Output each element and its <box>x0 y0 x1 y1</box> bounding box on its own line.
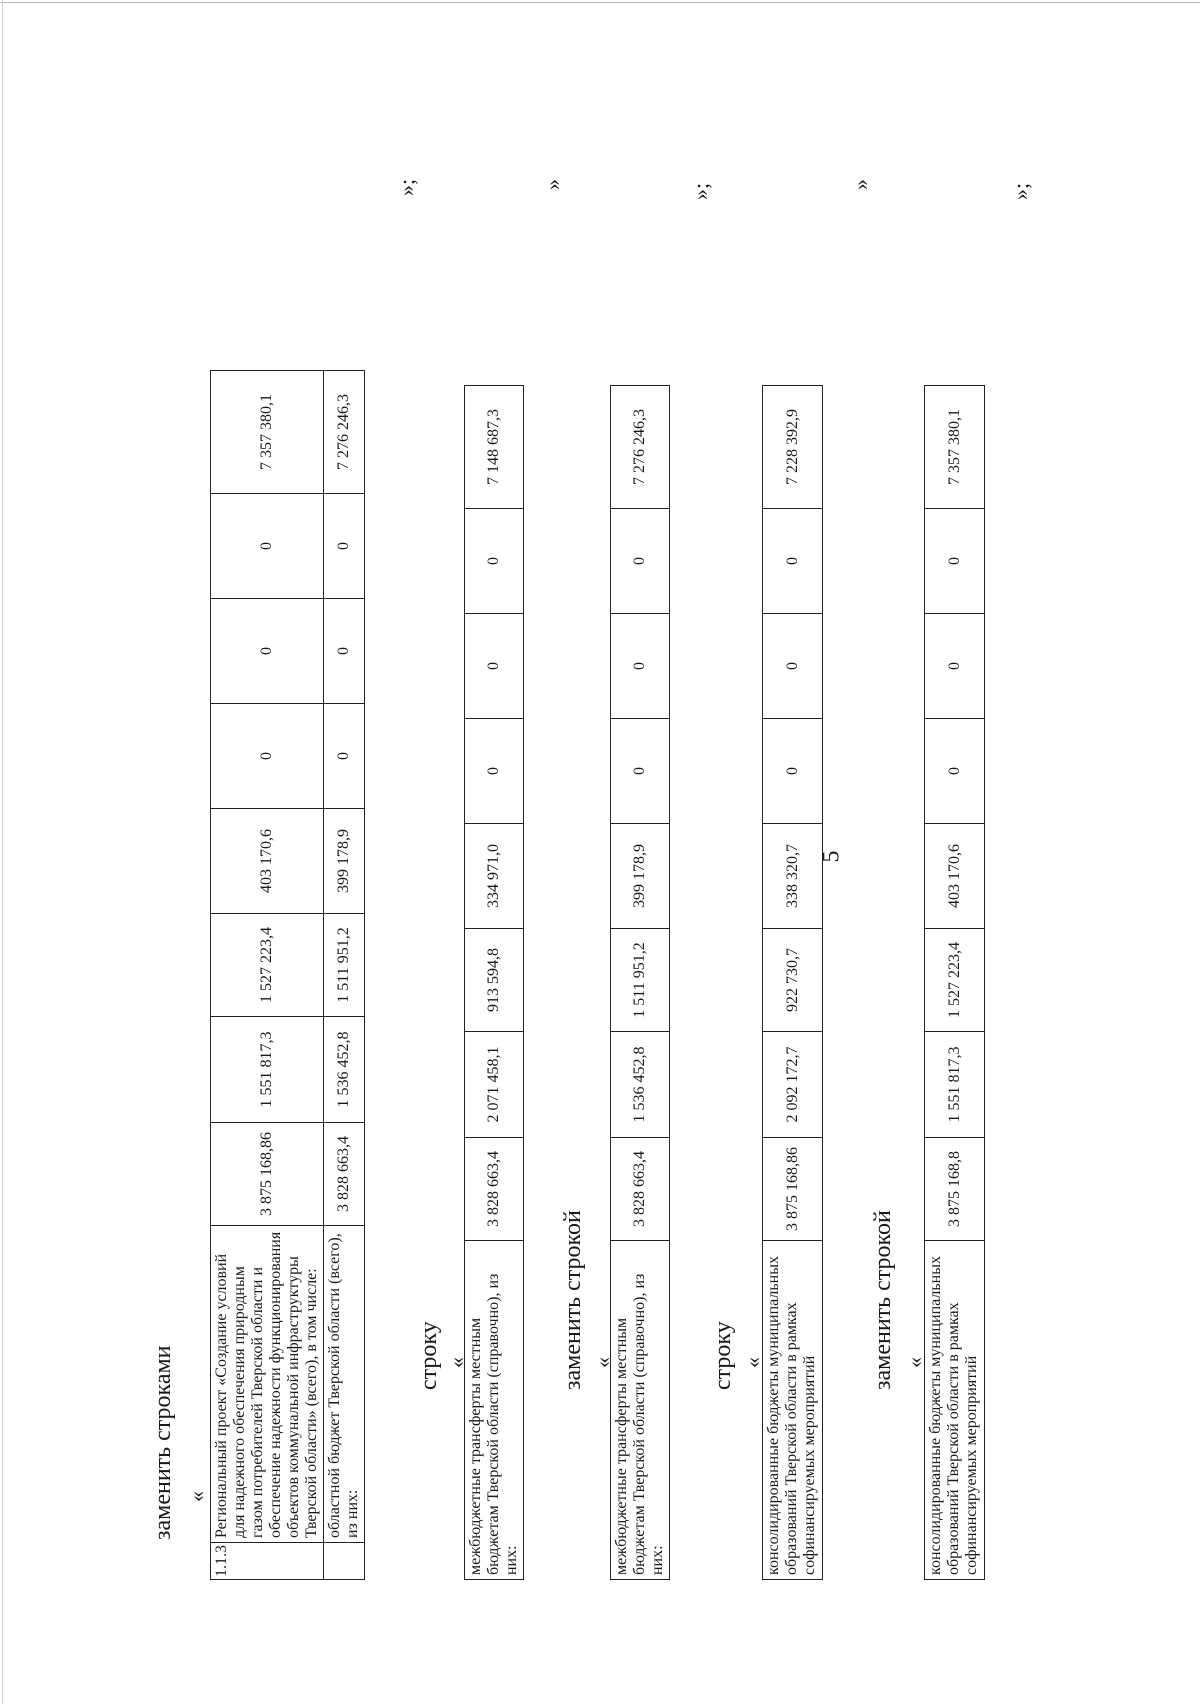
value-cell: 2 092 172,7 <box>763 1032 823 1138</box>
value-cell: 3 828 663,4 <box>611 1138 670 1241</box>
value-cell: 0 <box>611 614 670 719</box>
table-transfers-old <box>464 385 524 1580</box>
value-cell: 399 178,9 <box>611 824 670 929</box>
value-cell: 0 <box>324 704 365 809</box>
value-cell: 1 551 817,3 <box>211 1017 324 1123</box>
close-quote: »; <box>1008 182 1033 200</box>
table-row <box>324 371 365 1580</box>
close-quote: » <box>540 179 565 190</box>
value-cell: 1 536 452,8 <box>324 1017 365 1123</box>
value-cell: 922 730,7 <box>763 929 823 1032</box>
value-cell: 0 <box>211 494 324 599</box>
value-cell: 0 <box>925 719 985 824</box>
table-row <box>611 386 670 1580</box>
value-cell: 399 178,9 <box>324 809 365 914</box>
value-cell: 1 527 223,4 <box>211 914 324 1017</box>
table-transfers-new <box>610 385 670 1580</box>
row-name: межбюджетные трансферты местным бюджетам Тверской области (справочно), из них: <box>611 1241 670 1580</box>
table-row <box>763 386 823 1580</box>
value-cell: 0 <box>211 599 324 704</box>
value-cell: 913 594,8 <box>465 929 524 1032</box>
value-cell: 0 <box>324 599 365 704</box>
close-quote: »; <box>394 178 419 196</box>
phrase-replace-row: заменить строкой <box>560 1210 586 1390</box>
value-cell: 0 <box>465 509 524 614</box>
close-quote: »; <box>688 182 713 200</box>
open-quote: « <box>902 1357 927 1368</box>
value-cell: 3 875 168,86 <box>763 1138 823 1241</box>
page-number: 5 <box>818 850 845 863</box>
row-name: консолидированные бюджеты муниципальных образований Тверской области в рамках софинансируемых мероприятий <box>925 1241 985 1580</box>
value-cell: 3 875 168,86 <box>211 1123 324 1226</box>
value-cell: 0 <box>763 614 823 719</box>
value-cell: 0 <box>925 614 985 719</box>
value-cell: 0 <box>611 719 670 824</box>
close-quote: » <box>848 179 873 190</box>
value-cell: 0 <box>324 494 365 599</box>
value-cell: 0 <box>465 719 524 824</box>
open-quote: « <box>740 1357 765 1368</box>
value-cell: 7 357 380,1 <box>211 371 324 494</box>
value-cell: 0 <box>925 509 985 614</box>
phrase-replace-row: заменить строкой <box>870 1210 896 1390</box>
table-row <box>925 386 985 1580</box>
phrase-replace-rows: заменить строками <box>150 1345 176 1540</box>
row-number: 1.1.3 <box>211 1543 324 1580</box>
row-name: Региональный проект «Создание условий для надежного обеспечения природным газом потребителей Тверской области и обеспечение надежности функционирования объектов коммунальной инфраструктуры Тверской области» (всего), в том числе: <box>211 1226 324 1543</box>
value-cell: 334 971,0 <box>465 824 524 929</box>
open-quote: « <box>444 1357 469 1368</box>
table-row <box>211 371 324 1580</box>
value-cell: 7 276 246,3 <box>611 386 670 509</box>
row-name: межбюджетные трансферты местным бюджетам Тверской области (справочно), из них: <box>465 1241 524 1580</box>
value-cell: 7 357 380,1 <box>925 386 985 509</box>
table-region-project <box>210 370 365 1580</box>
table-row <box>465 386 524 1580</box>
value-cell: 1 536 452,8 <box>611 1032 670 1138</box>
scan-edge-top <box>0 2 1200 3</box>
table-consolidated-new <box>924 385 985 1580</box>
scan-edge-left <box>2 0 3 1704</box>
value-cell: 0 <box>211 704 324 809</box>
value-cell: 1 511 951,2 <box>324 914 365 1017</box>
value-cell: 3 875 168,8 <box>925 1138 985 1241</box>
open-quote: « <box>184 1491 209 1502</box>
value-cell: 403 170,6 <box>925 824 985 929</box>
table-consolidated-old <box>762 385 823 1580</box>
value-cell: 7 276 246,3 <box>324 371 365 494</box>
value-cell: 3 828 663,4 <box>465 1138 524 1241</box>
value-cell: 0 <box>611 509 670 614</box>
value-cell: 0 <box>465 614 524 719</box>
row-number <box>324 1543 365 1580</box>
phrase-row: строку <box>710 1321 736 1390</box>
phrase-row: строку <box>416 1321 442 1390</box>
row-name: областной бюджет Тверской области (всего), из них: <box>324 1226 365 1543</box>
open-quote: « <box>590 1357 615 1368</box>
value-cell: 7 228 392,9 <box>763 386 823 509</box>
value-cell: 0 <box>763 719 823 824</box>
value-cell: 2 071 458,1 <box>465 1032 524 1138</box>
value-cell: 1 551 817,3 <box>925 1032 985 1138</box>
value-cell: 1 527 223,4 <box>925 929 985 1032</box>
value-cell: 7 148 687,3 <box>465 386 524 509</box>
row-name: консолидированные бюджеты муниципальных образований Тверской области в рамках софинансируемых мероприятий <box>763 1241 823 1580</box>
rotated-document-body <box>150 100 1070 1640</box>
value-cell: 0 <box>763 509 823 614</box>
value-cell: 338 320,7 <box>763 824 823 929</box>
value-cell: 403 170,6 <box>211 809 324 914</box>
value-cell: 1 511 951,2 <box>611 929 670 1032</box>
value-cell: 3 828 663,4 <box>324 1123 365 1226</box>
